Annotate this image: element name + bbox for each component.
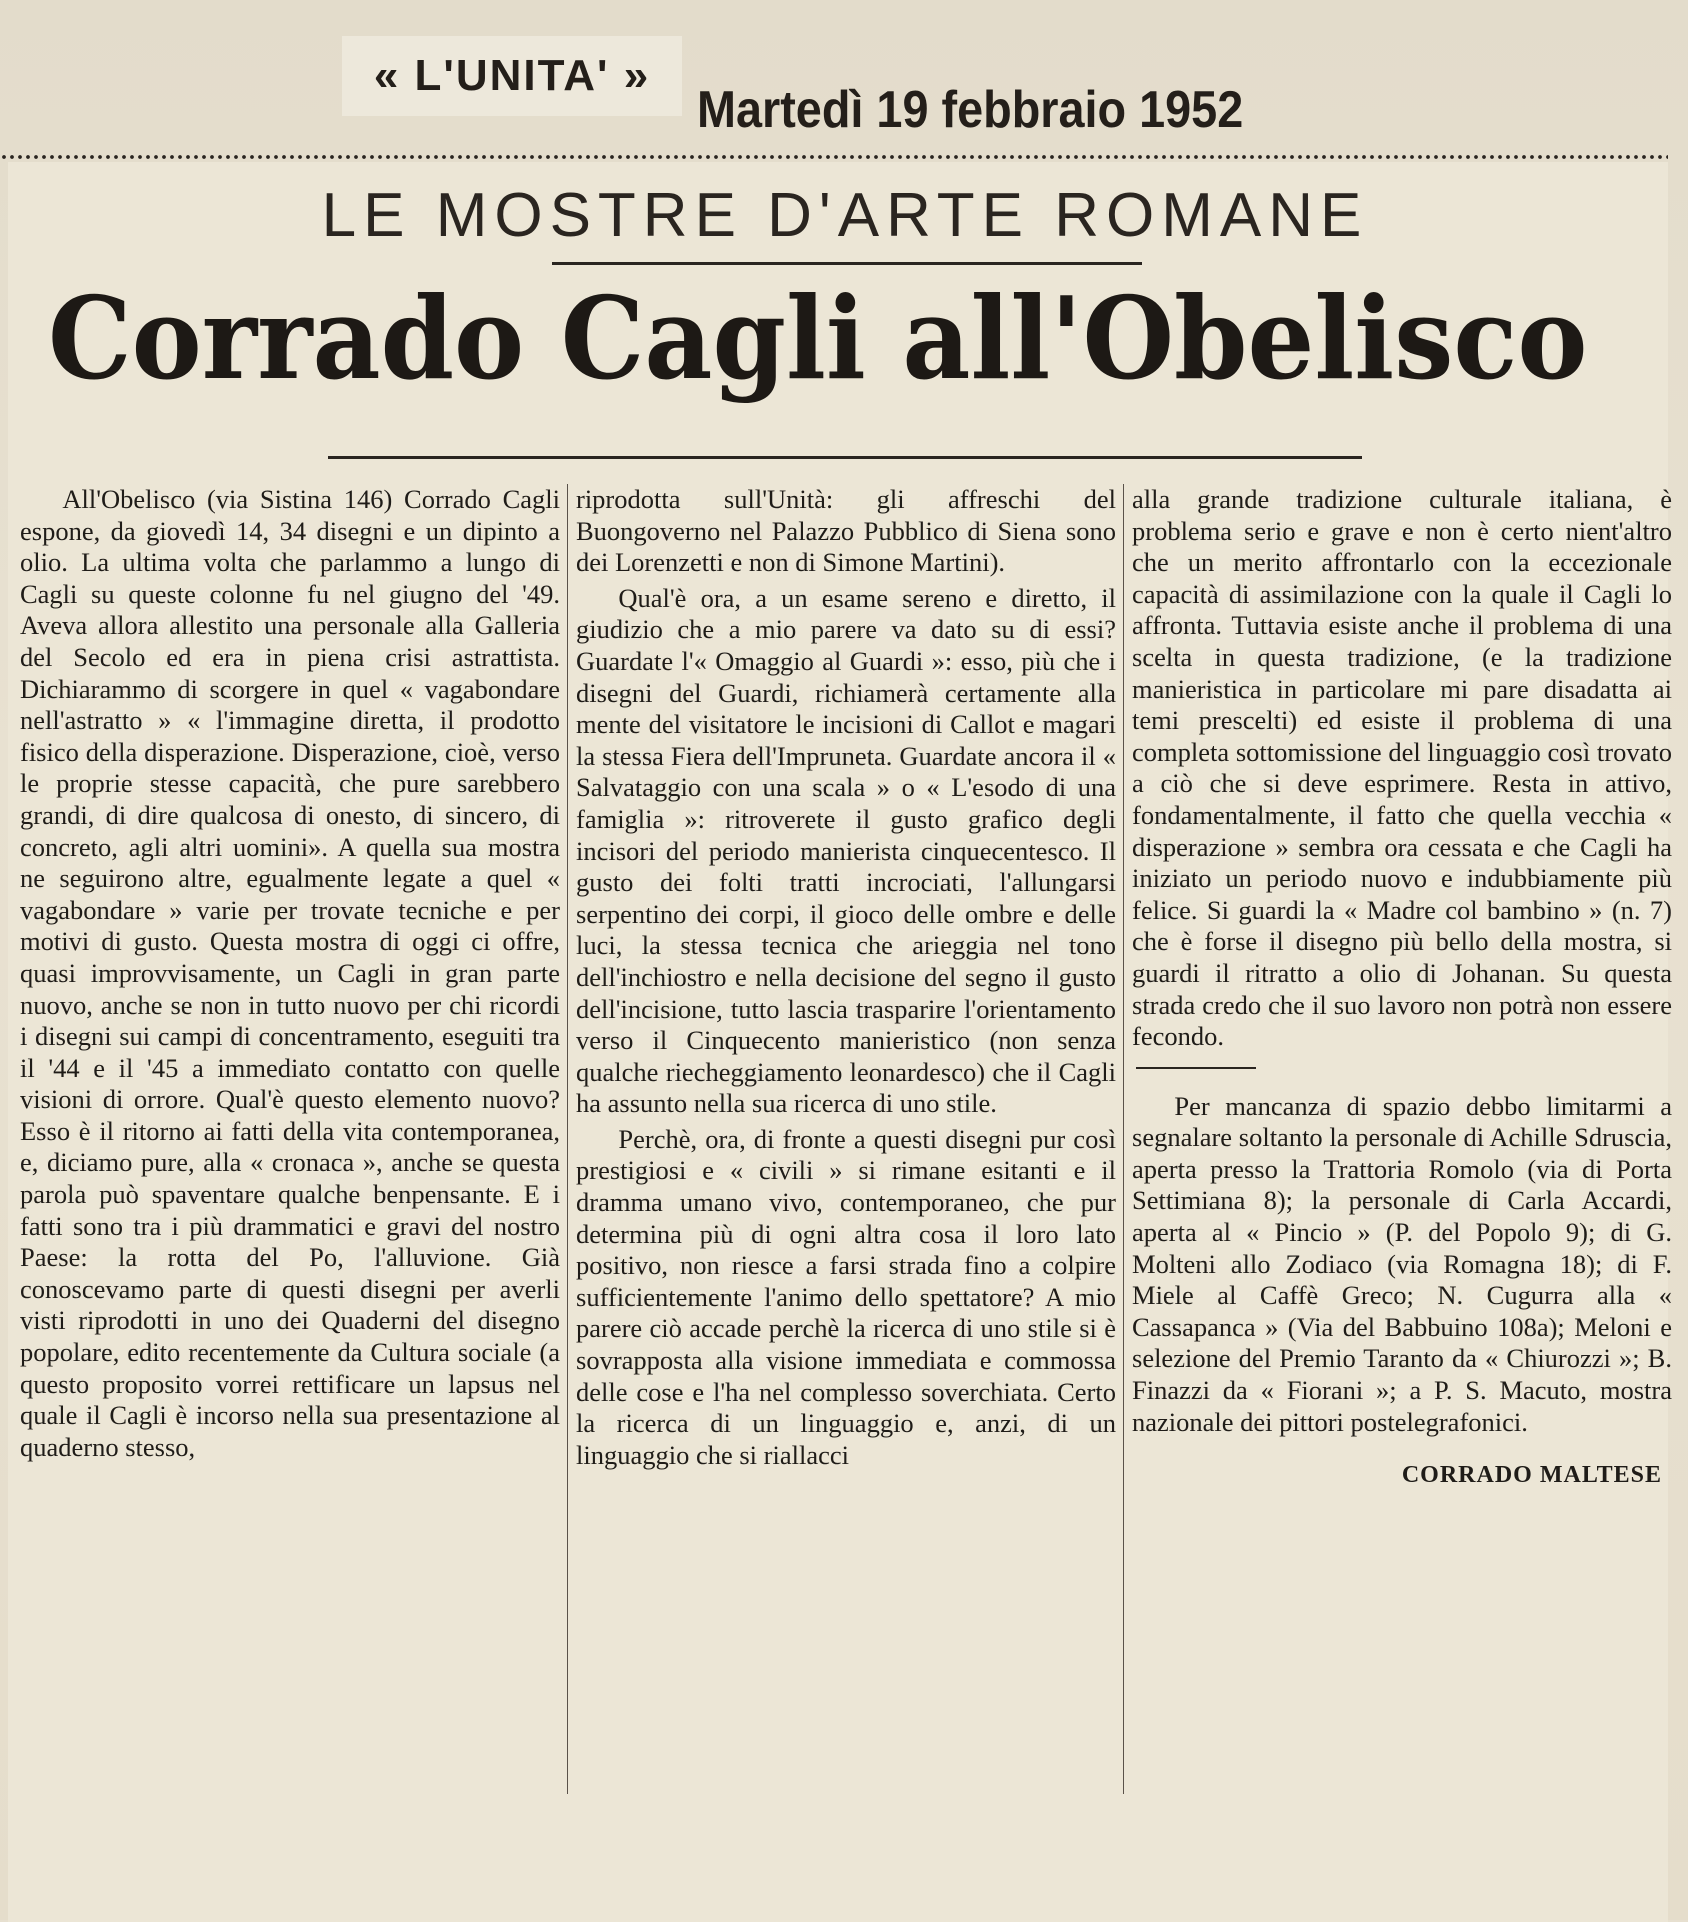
masthead (342, 16, 1342, 146)
newspaper-name: « L'UNITA' » (342, 36, 682, 116)
paragraph: riprodotta sull'Unità: gli affreschi del Buongoverno nel Palazzo Pubblico di Siena sono dei Lorenzetti e non di Simone Martini). (576, 484, 1116, 578)
issue-date: Martedì 19 febbraio 1952 (697, 81, 1244, 139)
article-column-3 (1132, 484, 1672, 1492)
section-separator (1136, 1067, 1256, 1069)
column-divider (1123, 484, 1124, 1794)
paragraph: Qual'è ora, a un esame sereno e diretto, il giudizio che a mio parere va dato su di essi? Guardate l'« Omaggio al Guardi »: esso, più che i disegni del Guardi, richiamerà certamente alla mente del visitatore le incisioni di Callot e magari la stessa Fiera dell'Impruneta. Guardate ancora il « Salvataggio con una scala » o « L'esodo di una famiglia »: ritroverete il gusto grafico degli incisori del periodo manierista cinquecentesco. Il gusto dei folti tratti incrociati, l'allungarsi serpentino dei corpi, il gioco delle ombre e delle luci, la stessa tecnica che arieggia nel tono dell'inchiostro e nella decisione del segno il gusto dell'incisione, tutto lascia trasparire l'orientamento verso il Cinquecento manieristico (non senza qualche riecheggiamento leonardesco) che il Cagli ha assunto nella sua ricerca di uno stile. (576, 582, 1116, 1119)
column-divider (567, 484, 568, 1794)
article-column-1 (20, 484, 560, 1467)
note-paragraph: Per mancanza di spazio debbo limitarmi a segnalare soltanto la personale di Achille Sdruscia, aperta presso la Trattoria Romolo (via di Porta Settimiana 8); la personale di Carla Accardi, aperta al « Pincio » (P. del Popolo 9); di G. Molteni allo Zodiaco (via Romagna 18); di F. Miele al Caffè Greco; N. Cugurra alla « Cassapanca » (Via del Babbuino 108a); Meloni e selezione del Premio Taranto da « Chiurozzi »; B. Finazzi da « Fiorani »; a P. S. Macuto, mostra nazionale dei pittori postelegrafonici. (1132, 1090, 1672, 1437)
article-headline: Corrado Cagli all'Obelisco (48, 272, 1588, 405)
paragraph: Perchè, ora, di fronte a questi disegni pur così prestigiosi e « civili » si rimane esitanti e il dramma umano vivo, contemporaneo, che pur determina più di ogni altra cosa il loro lato positivo, non riesce a farsi strada fino a colpire sufficientemente l'animo dello spettatore? A mio parere ciò accade perchè la ricerca di uno stile si è sovrapposta alla visione immediata e commossa delle cose e l'ha nel complesso soverchiata. Certo la ricerca di un linguaggio e, anzi, di un linguaggio che si riallacci (576, 1123, 1116, 1470)
headline-rule (328, 456, 1362, 459)
dotted-divider (0, 153, 1668, 161)
article-column-2 (576, 484, 1116, 1475)
author-byline: CORRADO MALTESE (1401, 1462, 1662, 1489)
article-kicker: LE MOSTRE D'ARTE ROMANE (321, 181, 1369, 250)
paragraph: alla grande tradizione culturale italiana, è problema serio e grave e non è certo nient'altro che un merito affrontarlo con la eccezionale capacità di assimilazione con la quale il Cagli lo affronta. Tuttavia esiste anche il problema di una scelta in questa tradizione, (e la tradizione manieristica in particolare mi pare disadatta ai temi prescelti) ed esiste il problema di una completa sottomissione del linguaggio così trovato a ciò che si deve esprimere. Resta in attivo, fondamentalmente, il fatto che quella vecchia « disperazione » sembra ora cessata e che Cagli ha iniziato un periodo nuovo e indubbiamente più felice. Si guardi la « Madre col bambino » (n. 7) che è forse il disegno più bello della mostra, si guardi il ritratto a olio di Johanan. Su questa strada credo che il suo lavoro non potrà non essere fecondo. (1132, 484, 1672, 1052)
kicker-rule (552, 262, 1142, 265)
paragraph: All'Obelisco (via Sistina 146) Corrado Cagli espone, da giovedì 14, 34 disegni e un dipinto a olio. La ultima volta che parlammo a lungo di Cagli su queste colonne fu nel giugno del '49. Aveva allora allestito una personale alla Galleria del Secolo ed era in piena crisi astrattista. Dichiarammo di scorgere in quel « vagabondare nell'astratto » « l'immagine diretta, il prodotto fisico della disperazione. Disperazione, cioè, verso le proprie stesse capacità, che pure sarebbero grandi, di dire qualcosa di onesto, di sincero, di concreto, agli altri uomini». A quella sua mostra ne seguirono altre, egualmente legate a quel « vagabondare » varie per trovate tecniche e per motivi di gusto. Questa mostra di oggi ci offre, quasi improvvisamente, un Cagli in gran parte nuovo, anche se non in tutto nuovo per chi ricordi i disegni sui campi di concentramento, eseguiti tra il '44 e il '45 a immediato contatto con quelle visioni di orrore. Qual'è questo elemento nuovo? Esso è il ritorno ai fatti della vita contemporanea, e, diciamo pure, alla « cronaca », anche se questa parola può spaventare qualche benpensante. E i fatti sono tra i più drammatici e gravi del nostro Paese: la rotta del Po, l'alluvione. Già conoscevamo parte di questi disegni per averli visti riprodotti in uno dei Quaderni del disegno popolare, edito recentemente da Cultura sociale (a questo proposito vorrei rettificare un lapsus nel quale il Cagli è incorso nella sua presentazione al quaderno stesso, (20, 484, 560, 1462)
